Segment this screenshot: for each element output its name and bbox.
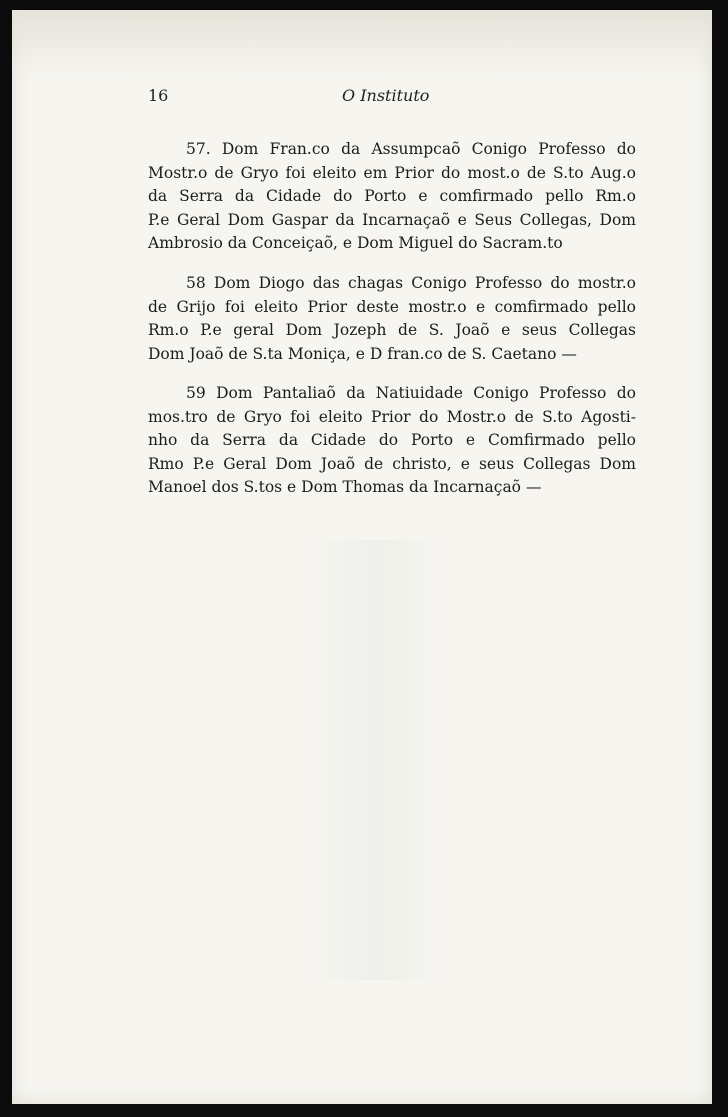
paragraph-57: [148, 138, 636, 256]
show-through-bleed: [312, 540, 442, 980]
text-line: Rmo P.e Geral Dom Joaõ de christo, e seus Collegas Dom: [148, 454, 636, 473]
text-line: Mostr.o de Gryo foi eleito em Prior do most.o de S.to Aug.o: [148, 163, 636, 182]
text-line: de Grijo foi eleito Prior deste mostr.o e comfirmado pello: [148, 297, 636, 316]
paragraph-58: [148, 272, 636, 366]
text-line: P.e Geral Dom Gaspar da Incarnaçaõ e Seus Collegas, Dom: [148, 210, 636, 229]
running-title: O Instituto: [342, 86, 430, 105]
text-line: 59 Dom Pantaliaõ da Natiuidade Conigo Professo do: [186, 384, 636, 402]
text-line: 57. Dom Fran.co da Assumpcaõ Conigo Professo do: [186, 140, 636, 158]
text-line: Dom Joaõ de S.ta Moniça, e D fran.co de S. Caetano —: [148, 344, 577, 363]
text-line: nho da Serra da Cidade do Porto e Comfirmado pello: [148, 431, 636, 449]
text-line: da Serra da Cidade do Porto e comfirmado pello Rm.o: [148, 187, 636, 205]
book-page: [12, 10, 712, 1104]
page-number: 16: [148, 86, 169, 105]
text-line: Rm.o P.e geral Dom Jozeph de S. Joaõ e seus Collegas: [148, 321, 636, 339]
paragraph-59: [148, 382, 636, 500]
text-line: mos.tro de Gryo foi eleito Prior do Mostr.o de S.to Agosti-: [148, 407, 636, 426]
text-line: 58 Dom Diogo das chagas Conigo Professo do mostr.o: [186, 274, 636, 292]
text-line: Ambrosio da Conceiçaõ, e Dom Miguel do Sacram.to: [148, 234, 563, 252]
text-line: Manoel dos S.tos e Dom Thomas da Incarnaçaõ —: [148, 478, 542, 496]
page-header: [148, 86, 628, 110]
